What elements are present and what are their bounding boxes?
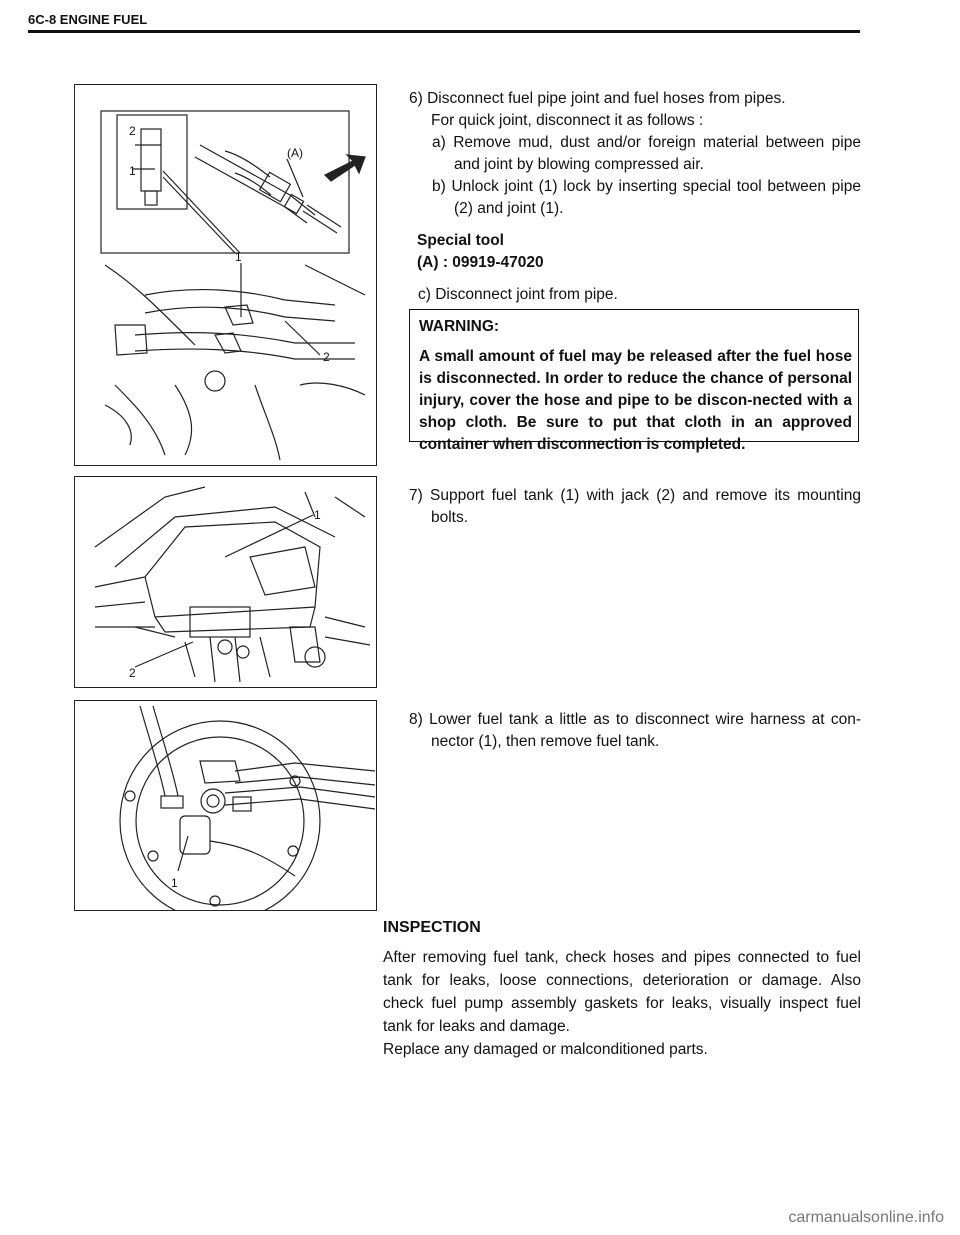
fig1-callout-1: 1: [235, 250, 242, 264]
fig1-callout-A: (A): [287, 146, 303, 160]
warning-box: [409, 309, 859, 453]
warning-text: A small amount of fuel may be released after the fuel hose is disconnected. In order to reduce the chance of personal injury, cover the hose and pipe to be discon-nected with a shop cloth. Be sure to put that cloth in an approved container when disconnection is completed.: [419, 348, 852, 453]
page-header: 6C-8 ENGINE FUEL: [28, 12, 148, 27]
figure-fuel-tank-jack: [74, 476, 377, 688]
step-6: [409, 88, 861, 306]
fig1-callout-1-inset: 1: [129, 164, 136, 178]
inspection-title: INSPECTION: [383, 919, 481, 936]
figure-fuel-pipe-joint: [74, 84, 377, 466]
footer-watermark: carmanualsonline.info: [788, 1209, 944, 1226]
step-7: [409, 485, 861, 529]
special-tool-value: (A) : 09919-47020: [417, 254, 544, 271]
fig2-callout-1: 1: [314, 508, 321, 522]
inspection-paragraph-2: Replace any damaged or malconditioned parts.: [383, 1041, 708, 1058]
step-6c: c) Disconnect joint from pipe.: [418, 286, 618, 303]
fig3-callout-1: 1: [171, 876, 178, 890]
step-6-line1: 6) Disconnect fuel pipe joint and fuel hoses from pipes.: [409, 90, 786, 107]
fig1-callout-2: 2: [323, 350, 330, 364]
warning-title: WARNING:: [419, 318, 500, 335]
step-8-text: 8) Lower fuel tank a little as to disconnect wire harness at con-nector (1), then remove fuel tank.: [409, 711, 861, 750]
step-6b: b) Unlock joint (1) lock by inserting special tool between pipe (2) and joint (1).: [432, 178, 861, 217]
inspection-paragraph-1: After removing fuel tank, check hoses and pipes connected to fuel tank for leaks, loose connections, deterioration or damage. Also check fuel pump assembly gaskets for leaks, visually inspect fuel tank for leaks and damage.: [383, 949, 861, 1035]
inspection-body: [383, 946, 861, 1061]
special-tool-label: Special tool: [417, 232, 504, 249]
fig1-callout-2-inset: 2: [129, 124, 136, 138]
header-rule: [28, 30, 860, 33]
step-6a: a) Remove mud, dust and/or foreign material between pipe and joint by blowing compressed air.: [432, 134, 861, 173]
step-6-line2: For quick joint, disconnect it as follows :: [431, 112, 704, 129]
step-8: [409, 709, 861, 753]
figure-fuel-pump-connector: [74, 700, 377, 911]
fig2-callout-2: 2: [129, 666, 136, 680]
step-7-text: 7) Support fuel tank (1) with jack (2) and remove its mounting bolts.: [409, 487, 861, 526]
